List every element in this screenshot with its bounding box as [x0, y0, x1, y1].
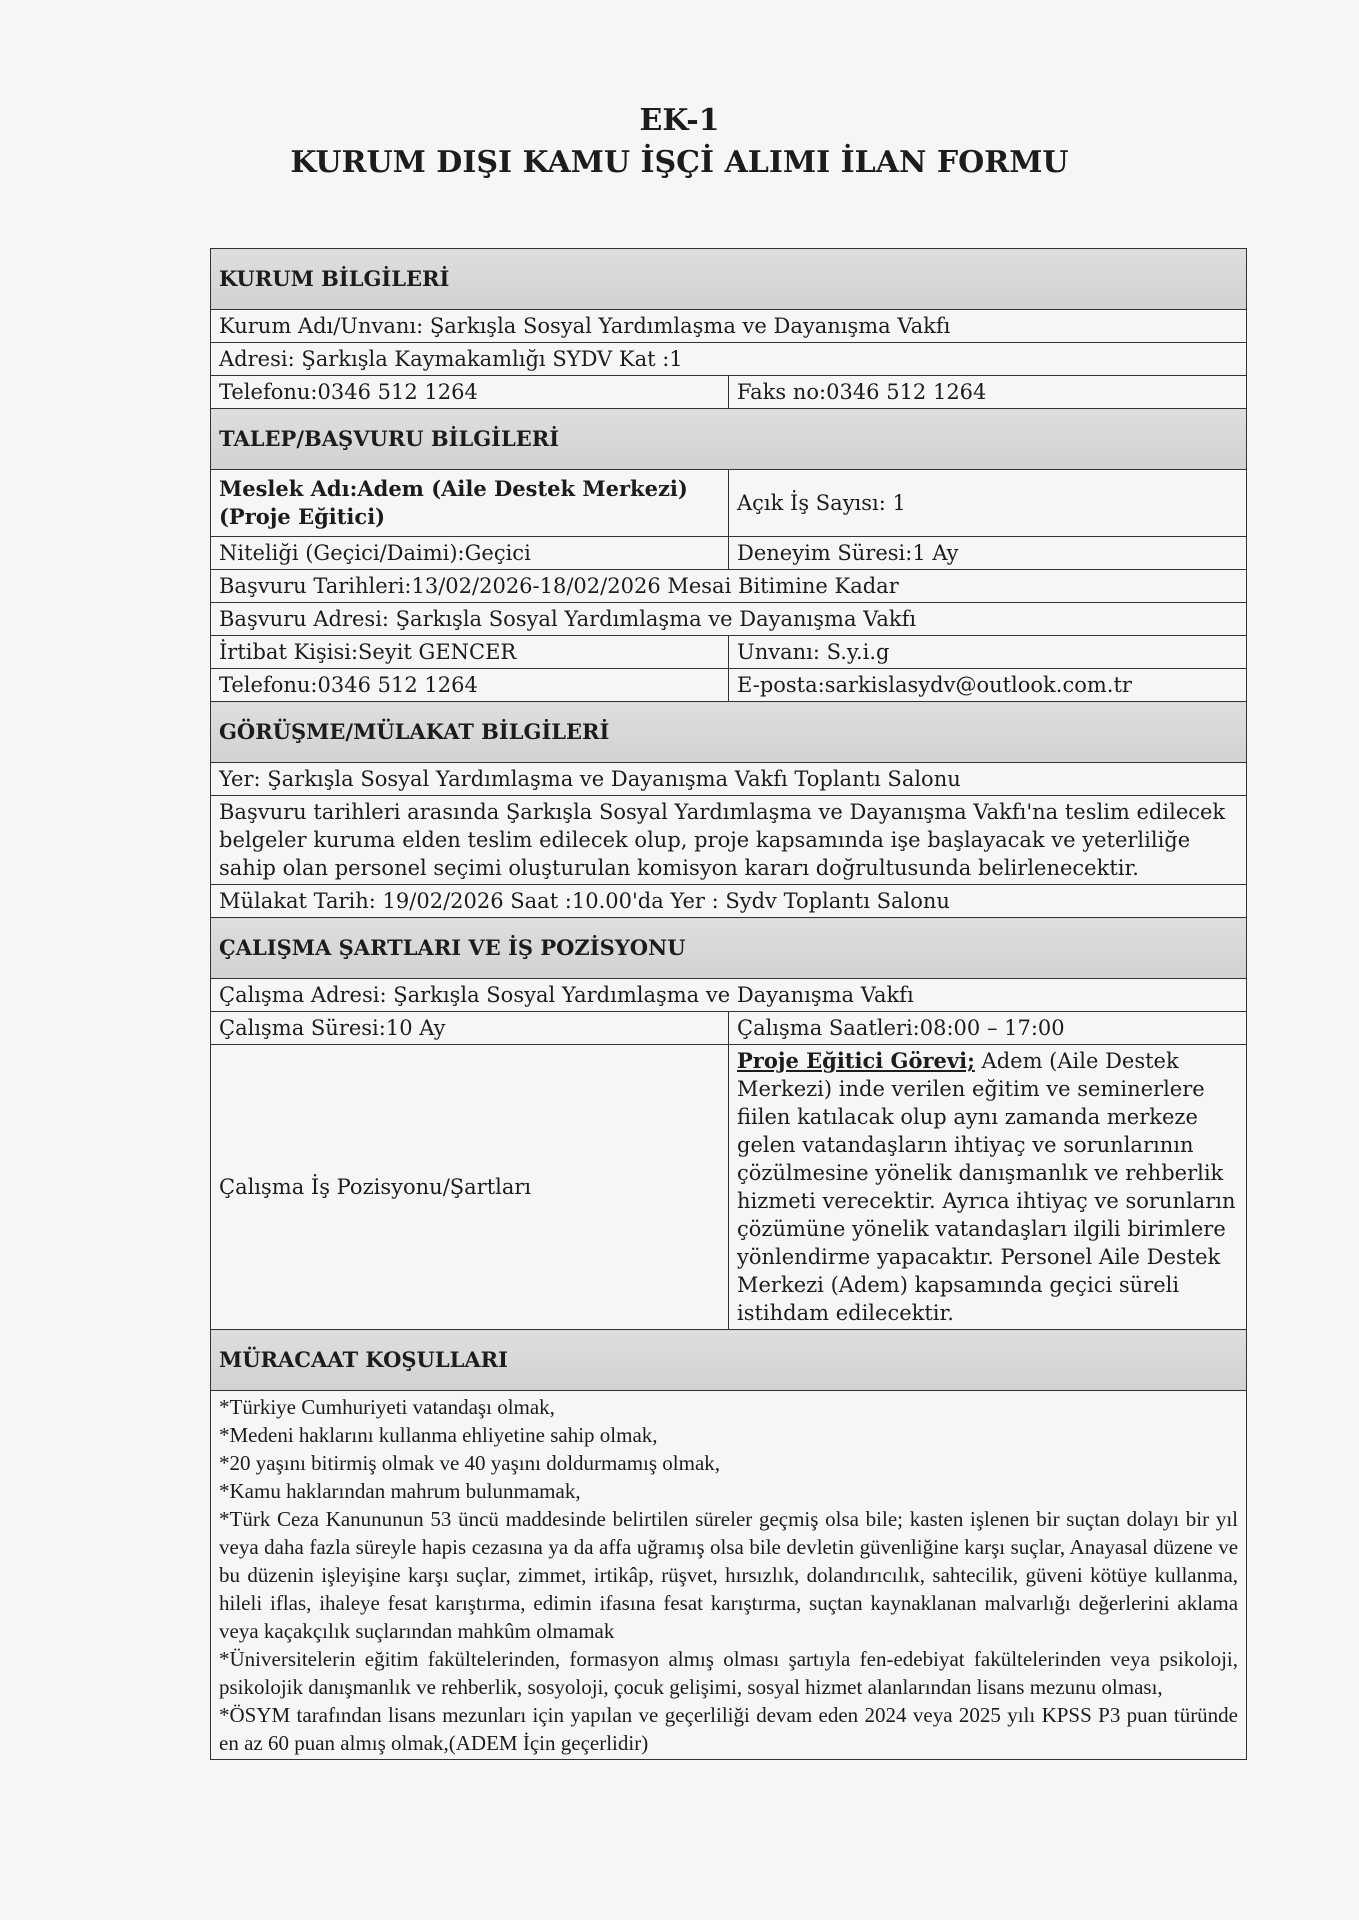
institution-address: Adresi: Şarkışla Kaymakamlığı SYDV Kat :1 — [211, 343, 1247, 376]
contact-email: E-posta:sarkislasydv@outlook.com.tr — [729, 669, 1247, 702]
form-title — [0, 100, 1359, 184]
contact-phone: Telefonu:0346 512 1264 — [211, 669, 729, 702]
open-positions: Açık İş Sayısı: 1 — [729, 470, 1247, 537]
employment-nature: Niteliği (Geçici/Daimi):Geçici — [211, 537, 729, 570]
condition-item: *Medeni haklarını kullanma ehliyetine sahip olmak, — [219, 1423, 658, 1447]
duty-title: Proje Eğitici Görevi; — [737, 1048, 975, 1073]
condition-item: *Türkiye Cumhuriyeti vatandaşı olmak, — [219, 1395, 555, 1419]
condition-item: *Üniversitelerin eğitim fakültelerinden, formasyon almış olması şartıyla fen-edebiyat fakültelerinden veya psikoloji, psikolojik danışmanlık ve rehberlik, sosyoloji, çocuk gelişimi, sosyal hizmet alanlarından lisans mezunu olması, — [219, 1647, 1239, 1699]
contact-person: İrtibat Kişisi:Seyit GENCER — [211, 636, 729, 669]
application-dates: Başvuru Tarihleri:13/02/2026-18/02/2026 Mesai Bitimine Kadar — [211, 570, 1247, 603]
section-talep-header: TALEP/BAŞVURU BİLGİLERİ — [211, 409, 1247, 470]
institution-phone: Telefonu:0346 512 1264 — [211, 376, 729, 409]
interview-note: Başvuru tarihleri arasında Şarkışla Sosyal Yardımlaşma ve Dayanışma Vakfı'na teslim edilecek belgeler kuruma elden teslim edilecek olup, proje kapsamında işe başlayacak ve yeterliliğe sahip olan personel seçimi oluşturulan komisyon kararı doğrultusunda belirlenecektir. — [211, 796, 1247, 885]
interview-datetime: Mülakat Tarih: 19/02/2026 Saat :10.00'da Yer : Sydv Toplantı Salonu — [211, 885, 1247, 918]
section-gorusme-header: GÖRÜŞME/MÜLAKAT BİLGİLERİ — [211, 702, 1247, 763]
condition-item: *Türk Ceza Kanununun 53 üncü maddesinde belirtilen süreler geçmiş olsa bile; kasten işlenen bir suçtan dolayı bir yıl veya daha fazla süreyle hapis cezasına ya da affa uğramış olsa bile devletin güvenliğine karşı suçlar, Anayasal düzene ve bu düzenin işleyişine karşı suçlar, zimmet, irtikâp, rüşvet, hırsızlık, dolandırıcılık, sahtecilik, güveni kötüye kullanma, hileli iflas, ihaleye fesat karıştırma, edimin ifasına fesat karıştırma, suçtan kaynaklanan malvarlığı değerlerini aklama veya kaçakçılık suçlarından mahkûm olmamak — [219, 1507, 1239, 1643]
profession-name: Meslek Adı:Adem (Aile Destek Merkezi) (Proje Eğitici) — [211, 470, 729, 537]
condition-item: *20 yaşını bitirmiş olmak ve 40 yaşını doldurmamış olmak, — [219, 1451, 721, 1475]
duty-text: Adem (Aile Destek Merkezi) inde verilen eğitim ve seminerlere fiilen katılacak olup aynı zamanda merkeze gelen vatandaşların ihtiyaç ve sorunlarının çözülmesine yönelik danışmanlık ve rehberlik hizmeti verecektir. Ayrıca ihtiyaç ve sorunların çözümüne yönelik vatandaşları ilgili birimlere yönlendirme yapacaktır. Personel Aile Destek Merkezi (Adem) kapsamında geçici süreli istihdam edilecektir. — [737, 1049, 1236, 1325]
condition-item: *Kamu haklarından mahrum bulunmamak, — [219, 1479, 581, 1503]
annex-label: EK-1 — [639, 103, 720, 138]
condition-item: *ÖSYM tarafından lisans mezunları için yapılan ve geçerliliği devam eden 2024 veya 2025 yılı KPSS P3 puan türünde en az 60 puan almış olmak,(ADEM İçin geçerlidir) — [219, 1703, 1239, 1755]
work-duration: Çalışma Süresi:10 Ay — [211, 1012, 729, 1045]
application-address: Başvuru Adresi: Şarkışla Sosyal Yardımlaşma ve Dayanışma Vakfı — [211, 603, 1247, 636]
work-position-label: Çalışma İş Pozisyonu/Şartları — [211, 1045, 729, 1330]
announcement-form-table — [210, 248, 1247, 1760]
institution-name: Kurum Adı/Unvanı: Şarkışla Sosyal Yardımlaşma ve Dayanışma Vakfı — [211, 310, 1247, 343]
work-address: Çalışma Adresi: Şarkışla Sosyal Yardımlaşma ve Dayanışma Vakfı — [211, 979, 1247, 1012]
section-muracaat-header: MÜRACAAT KOŞULLARI — [211, 1330, 1247, 1391]
work-hours: Çalışma Saatleri:08:00 – 17:00 — [729, 1012, 1247, 1045]
institution-fax: Faks no:0346 512 1264 — [729, 376, 1247, 409]
work-duty-description — [729, 1045, 1247, 1330]
section-calisma-header: ÇALIŞMA ŞARTLARI VE İŞ POZİSYONU — [211, 918, 1247, 979]
section-kurum-header: KURUM BİLGİLERİ — [211, 249, 1247, 310]
contact-title: Unvanı: S.y.i.g — [729, 636, 1247, 669]
interview-place: Yer: Şarkışla Sosyal Yardımlaşma ve Dayanışma Vakfı Toplantı Salonu — [211, 763, 1247, 796]
application-conditions — [211, 1391, 1247, 1760]
form-heading: KURUM DIŞI KAMU İŞÇİ ALIMI İLAN FORMU — [290, 145, 1069, 180]
experience-duration: Deneyim Süresi:1 Ay — [729, 537, 1247, 570]
